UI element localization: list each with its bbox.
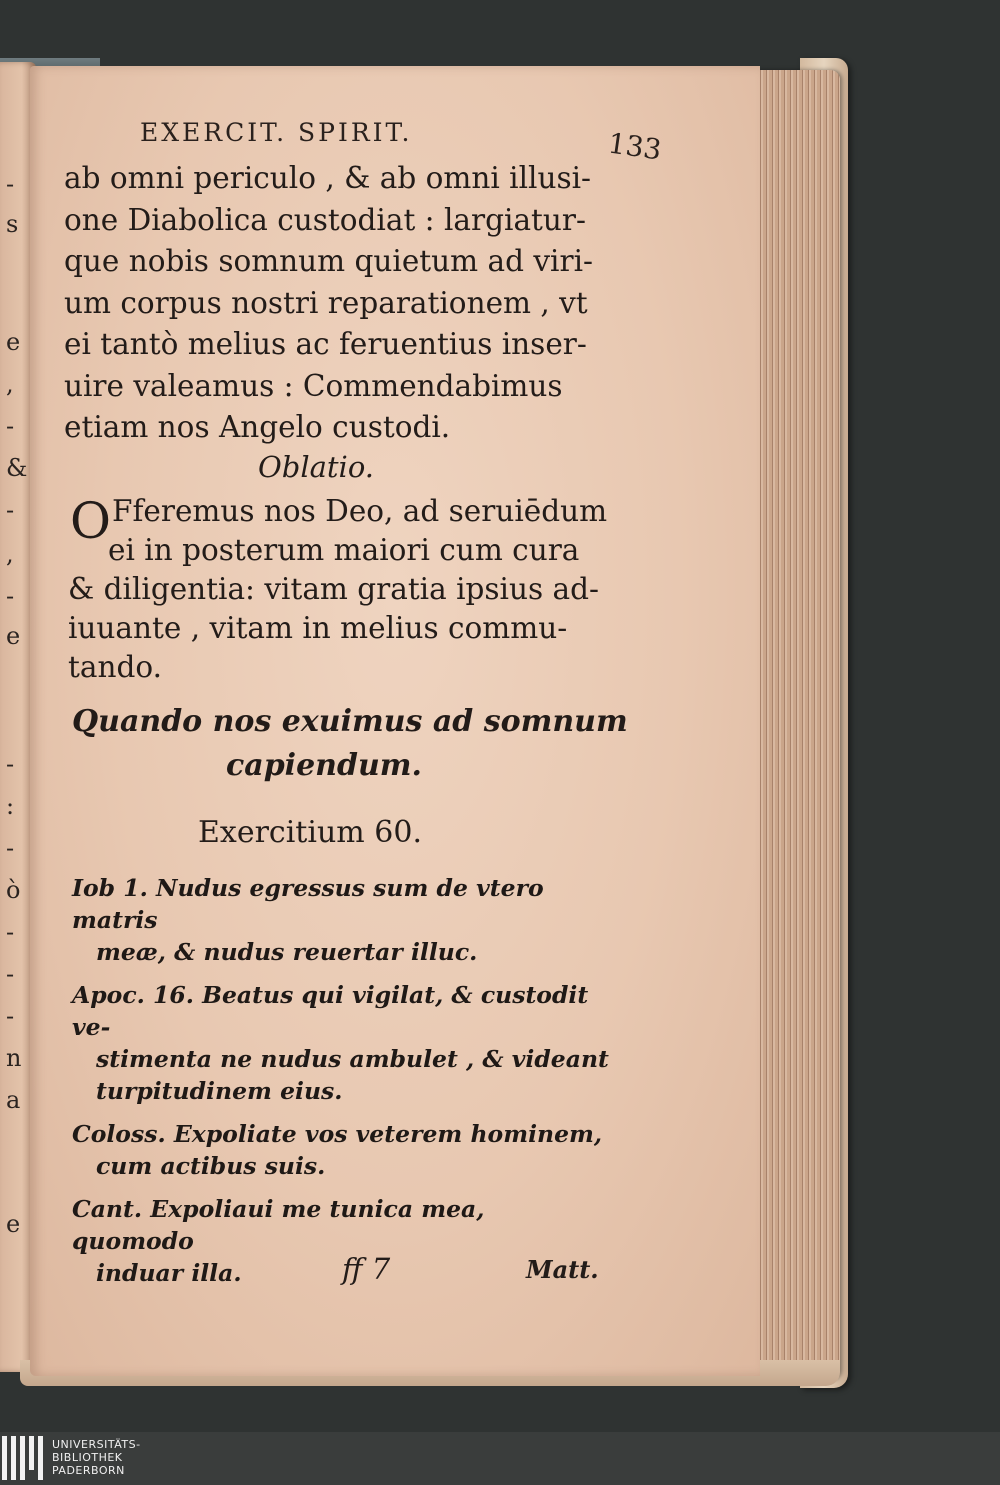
catchword: Matt. [526, 1255, 599, 1284]
quote-item [72, 872, 612, 968]
body-paragraph [64, 158, 604, 449]
quote-text: Nudus egressus sum de vtero matris [72, 874, 544, 934]
left-page-fragment: - [6, 834, 15, 862]
library-footer [0, 1432, 1000, 1485]
quote-continuation: turpitudinem eius. [96, 1077, 343, 1105]
left-page-fragment: e [6, 1210, 21, 1238]
section-title [72, 700, 628, 788]
text-line: iuuante , vitam in melius commu- [68, 611, 568, 645]
text-line: ab omni periculo , & ab omni illusi- [64, 161, 591, 195]
drop-cap: O [70, 492, 111, 550]
library-name [52, 1438, 141, 1477]
quote-item [72, 979, 612, 1107]
library-name-line: BIBLIOTHEK [52, 1451, 123, 1464]
text-line: Fferemus nos Deo, ad seruiēdum [112, 494, 608, 528]
section-title-line: capiendum. [226, 748, 422, 783]
quote-continuation: cum actibus suis. [96, 1152, 326, 1180]
exercise-heading: Exercitium 60. [198, 815, 422, 850]
left-page-fragment: , [6, 370, 14, 398]
text-line: etiam nos Angelo custodi. [64, 410, 451, 444]
left-page-fragment: , [6, 540, 14, 568]
text-line: ei tantò melius ac feruentius inser- [64, 327, 587, 361]
left-page-fragment: a [6, 1086, 21, 1114]
text-line: uire valeamus : Commendabimus [64, 368, 563, 403]
scripture-quotes [72, 872, 612, 1300]
left-page-fragment: ò [6, 876, 21, 904]
left-page-fragment: - [6, 170, 15, 198]
library-name-line: PADERBORN [52, 1464, 125, 1477]
left-page-fragment: - [6, 918, 15, 946]
quote-ref: Apoc. 16. [72, 981, 194, 1009]
page-number: 133 [605, 126, 664, 167]
left-page-fragment: - [6, 496, 15, 524]
text-line: ei in posterum maiori cum cura [108, 533, 580, 567]
left-page-fragment: e [6, 328, 21, 356]
quote-ref: Coloss. [72, 1120, 166, 1148]
library-logo-icon [2, 1436, 46, 1480]
running-head: EXERCIT. SPIRIT. [140, 118, 413, 147]
text-line: um corpus nostri reparationem , vt [64, 285, 588, 320]
quote-continuation: stimenta ne nudus ambulet , & videant [96, 1045, 609, 1073]
left-page-fragment: n [6, 1044, 22, 1072]
left-page-fragment: - [6, 412, 15, 440]
text-line: one Diabolica custodiat : largiatur- [64, 202, 586, 237]
text-line: que nobis somnum quietum ad viri- [64, 244, 593, 278]
quote-ref: Iob 1. [72, 874, 148, 902]
quote-continuation: meæ, & nudus reuertar illuc. [96, 938, 478, 966]
left-page-fragment: - [6, 1002, 15, 1030]
oblatio-heading: Oblatio. [258, 450, 374, 484]
quote-item [72, 1118, 612, 1182]
library-name-line: UNIVERSITÄTS- [52, 1438, 141, 1451]
left-page-fragment: - [6, 582, 15, 610]
signature-mark: ff 7 [342, 1252, 391, 1286]
left-page-fragment: - [6, 960, 15, 988]
left-page-fragment: - [6, 750, 15, 778]
left-page-fragment: s [6, 210, 19, 238]
quote-continuation: induar illa. [96, 1259, 242, 1287]
quote-text: Expoliate vos veterem hominem, [173, 1120, 603, 1148]
left-page-fragment: : [6, 792, 15, 820]
quote-ref: Cant. [72, 1195, 143, 1223]
text-line: tando. [68, 650, 162, 684]
left-page-fragment: & [6, 454, 28, 482]
quote-text: Beatus qui vigilat, & custodit ve- [72, 981, 589, 1041]
quote-text: Expoliaui me tunica mea, quomodo [72, 1195, 485, 1255]
section-title-line: Quando nos exuimus ad somnum [72, 704, 628, 739]
text-line: & diligentia: vitam gratia ipsius ad- [68, 572, 599, 606]
oblatio-paragraph [68, 492, 608, 687]
left-page-fragment: e [6, 622, 21, 650]
